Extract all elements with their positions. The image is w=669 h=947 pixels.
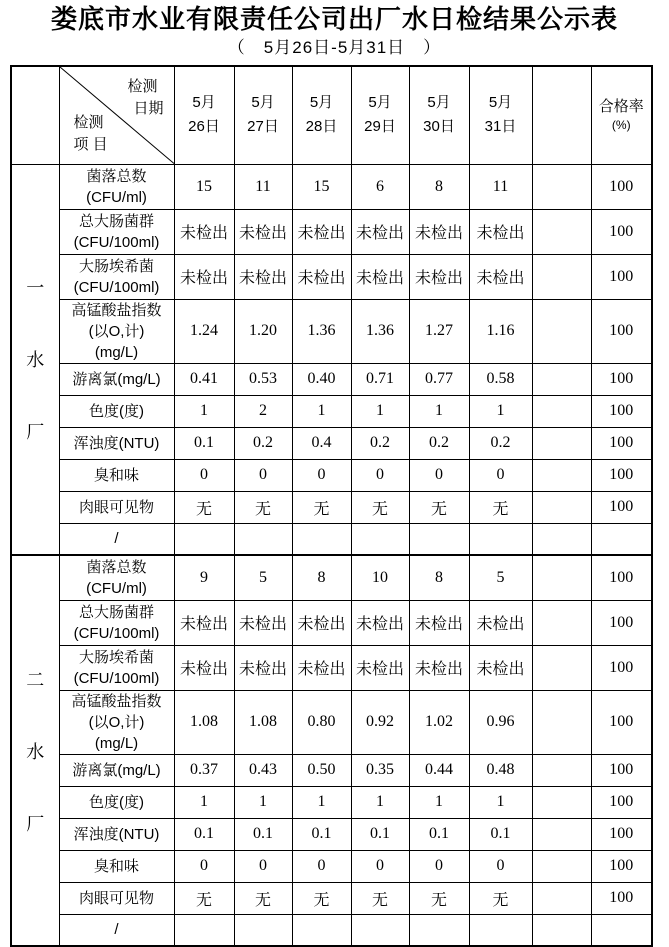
corner-label-date — [121, 76, 163, 120]
table-row — [11, 555, 652, 600]
value-cell: 0 — [292, 850, 351, 882]
item-label-cell — [59, 850, 174, 882]
pass-rate-cell: 100 — [591, 427, 652, 459]
value-cell: 15 — [292, 164, 351, 209]
table-row — [11, 427, 652, 459]
table-row — [11, 645, 652, 690]
date-day: 30日 — [423, 118, 455, 136]
value-cell: 1 — [351, 786, 409, 818]
pass-rate-cell — [591, 914, 652, 946]
value-cell: 0.96 — [469, 690, 532, 754]
value-cell: 0 — [409, 459, 469, 491]
value-cell: 8 — [409, 164, 469, 209]
item-label-line: 臭和味 — [93, 857, 139, 875]
item-label-line: (以O,计) — [88, 322, 145, 340]
pass-rate-cell: 100 — [591, 645, 652, 690]
item-label-line: 臭和味 — [93, 466, 139, 484]
value-cell: 未检出 — [292, 600, 351, 645]
date-day: 29日 — [364, 118, 396, 136]
value-cell: 1 — [234, 786, 292, 818]
value-cell: 6 — [351, 164, 409, 209]
plant-name-char: 二 — [26, 669, 45, 690]
item-label-line: (CFU/ml) — [86, 188, 147, 206]
item-label-line: 总大肠菌群 — [78, 212, 154, 230]
header-blank-cell — [11, 66, 59, 164]
pass-rate-unit: (%) — [611, 118, 631, 133]
item-label-line: (CFU/100ml) — [73, 233, 160, 251]
table-row — [11, 600, 652, 645]
value-cell: 未检出 — [292, 254, 351, 299]
value-cell: 无 — [351, 491, 409, 523]
table-row — [11, 850, 652, 882]
plant-name-char: 水 — [26, 350, 45, 371]
value-cell: 1.02 — [409, 690, 469, 754]
table-row — [11, 164, 652, 209]
table-row — [11, 914, 652, 946]
pass-rate-cell: 100 — [591, 555, 652, 600]
value-cell: 1 — [409, 786, 469, 818]
blank-cell — [532, 754, 591, 786]
pass-rate-cell: 100 — [591, 754, 652, 786]
value-cell — [234, 523, 292, 555]
value-cell: 11 — [234, 164, 292, 209]
value-cell: 无 — [174, 491, 234, 523]
item-label-line: 大肠埃希菌 — [78, 648, 154, 666]
plant-name-cell — [11, 555, 59, 946]
value-cell — [351, 914, 409, 946]
date-month: 5月 — [251, 94, 275, 112]
value-cell: 未检出 — [409, 254, 469, 299]
table-row — [11, 363, 652, 395]
date-month: 5月 — [309, 94, 334, 112]
date-range-subtitle: （ 5月26日-5月31日 ） — [227, 38, 442, 57]
table-row — [11, 459, 652, 491]
value-cell — [292, 523, 351, 555]
item-label-cell — [59, 459, 174, 491]
table-row — [11, 395, 652, 427]
value-cell — [469, 914, 532, 946]
value-cell: 无 — [409, 882, 469, 914]
item-label-line: 游离氯(mg/L) — [72, 370, 161, 388]
item-label-line: (mg/L) — [94, 734, 139, 752]
item-label-line: 色度(度) — [89, 793, 144, 811]
pass-rate-cell: 100 — [591, 690, 652, 754]
date-header-cell — [409, 66, 469, 164]
value-cell: 0.2 — [234, 427, 292, 459]
value-cell: 0 — [469, 459, 532, 491]
item-label-line: 大肠埃希菌 — [78, 257, 154, 275]
value-cell: 0.1 — [174, 427, 234, 459]
item-label-line: (CFU/100ml) — [73, 278, 160, 296]
value-cell: 0.1 — [351, 818, 409, 850]
blank-cell — [532, 459, 591, 491]
value-cell: 0.71 — [351, 363, 409, 395]
blank-cell — [532, 690, 591, 754]
value-cell: 0 — [234, 850, 292, 882]
value-cell: 11 — [469, 164, 532, 209]
blank-column-header-cell — [532, 66, 591, 164]
item-label-cell — [59, 491, 174, 523]
pass-rate-cell: 100 — [591, 209, 652, 254]
value-cell: 0.1 — [174, 818, 234, 850]
value-cell: 无 — [292, 491, 351, 523]
value-cell: 1.36 — [351, 299, 409, 363]
value-cell: 0.92 — [351, 690, 409, 754]
value-cell: 无 — [292, 882, 351, 914]
value-cell: 0.2 — [409, 427, 469, 459]
value-cell: 1.16 — [469, 299, 532, 363]
item-label-cell — [59, 786, 174, 818]
item-label-cell — [59, 645, 174, 690]
item-label-cell — [59, 209, 174, 254]
value-cell: 未检出 — [409, 209, 469, 254]
corner-label-item-line: 项 目 — [73, 135, 108, 153]
value-cell: 0.53 — [234, 363, 292, 395]
item-label-cell — [59, 164, 174, 209]
value-cell: 未检出 — [469, 254, 532, 299]
item-label-line: (CFU/100ml) — [73, 624, 160, 642]
value-cell: 15 — [174, 164, 234, 209]
item-label-cell — [59, 818, 174, 850]
corner-diagonal-cell — [59, 66, 174, 164]
date-day: 26日 — [188, 118, 220, 136]
item-label-line: (CFU/100ml) — [73, 669, 160, 687]
plant-name-char: 一 — [26, 278, 45, 299]
value-cell: 5 — [234, 555, 292, 600]
blank-cell — [532, 523, 591, 555]
value-cell: 0.2 — [351, 427, 409, 459]
value-cell: 未检出 — [469, 600, 532, 645]
pass-rate-cell: 100 — [591, 600, 652, 645]
value-cell: 0.43 — [234, 754, 292, 786]
value-cell: 无 — [469, 491, 532, 523]
blank-cell — [532, 164, 591, 209]
item-label-line: 高锰酸盐指数 — [71, 692, 162, 710]
pass-rate-cell: 100 — [591, 818, 652, 850]
table-row — [11, 209, 652, 254]
table-row — [11, 523, 652, 555]
page-title: 娄底市水业有限责任公司出厂水日检结果公示表 — [50, 4, 618, 34]
value-cell: 0 — [174, 850, 234, 882]
value-cell: 0.44 — [409, 754, 469, 786]
corner-label-item — [74, 112, 108, 156]
pass-rate-cell: 100 — [591, 395, 652, 427]
value-cell: 1.36 — [292, 299, 351, 363]
value-cell: 0 — [174, 459, 234, 491]
corner-label-date-line: 日期 — [133, 100, 164, 117]
table-row — [11, 690, 652, 754]
pass-rate-cell: 100 — [591, 882, 652, 914]
date-month: 5月 — [427, 94, 451, 112]
value-cell: 2 — [234, 395, 292, 427]
item-label-line: 肉眼可见物 — [78, 498, 154, 516]
value-cell: 0.77 — [409, 363, 469, 395]
value-cell: 0.37 — [174, 754, 234, 786]
item-label-line: 菌落总数 — [86, 167, 147, 185]
value-cell: 未检出 — [174, 254, 234, 299]
value-cell: 未检出 — [234, 600, 292, 645]
value-cell: 10 — [351, 555, 409, 600]
value-cell: 未检出 — [351, 600, 409, 645]
date-header-cell — [351, 66, 409, 164]
value-cell: 0.2 — [469, 427, 532, 459]
value-cell: 0.1 — [409, 818, 469, 850]
item-label-line: (以O,计) — [88, 713, 145, 731]
value-cell — [351, 523, 409, 555]
plant-name-vertical — [12, 274, 59, 444]
item-label-cell — [59, 882, 174, 914]
value-cell: 无 — [174, 882, 234, 914]
value-cell: 1.20 — [234, 299, 292, 363]
table-row — [11, 818, 652, 850]
value-cell: 未检出 — [292, 209, 351, 254]
date-month: 5月 — [488, 94, 513, 112]
date-header-cell — [469, 66, 532, 164]
value-cell: 未检出 — [174, 209, 234, 254]
value-cell: 未检出 — [174, 645, 234, 690]
table-body — [11, 164, 652, 946]
blank-cell — [532, 491, 591, 523]
pass-rate-cell: 100 — [591, 459, 652, 491]
value-cell: 未检出 — [469, 645, 532, 690]
value-cell: 未检出 — [409, 645, 469, 690]
blank-cell — [532, 363, 591, 395]
pass-rate-cell: 100 — [591, 164, 652, 209]
blank-cell — [532, 882, 591, 914]
value-cell: 未检出 — [469, 209, 532, 254]
value-cell: 无 — [351, 882, 409, 914]
value-cell: 0.4 — [292, 427, 351, 459]
value-cell: 1.27 — [409, 299, 469, 363]
value-cell: 0.41 — [174, 363, 234, 395]
header-row — [11, 66, 652, 164]
value-cell: 0.1 — [234, 818, 292, 850]
item-label-cell — [59, 555, 174, 600]
date-header-cell — [292, 66, 351, 164]
item-label-line: 高锰酸盐指数 — [71, 301, 162, 319]
value-cell: 无 — [469, 882, 532, 914]
item-label-line: 菌落总数 — [86, 558, 147, 576]
item-label-cell — [59, 363, 174, 395]
blank-cell — [532, 299, 591, 363]
value-cell: 1 — [292, 395, 351, 427]
value-cell — [234, 914, 292, 946]
value-cell: 未检出 — [351, 209, 409, 254]
item-label-cell — [59, 427, 174, 459]
item-label-cell — [59, 690, 174, 754]
table-row — [11, 754, 652, 786]
value-cell: 0 — [351, 459, 409, 491]
blank-cell — [532, 645, 591, 690]
blank-cell — [532, 786, 591, 818]
blank-cell — [532, 850, 591, 882]
blank-cell — [532, 555, 591, 600]
value-cell: 0 — [409, 850, 469, 882]
blank-cell — [532, 395, 591, 427]
item-label-cell — [59, 395, 174, 427]
plant-name-char: 厂 — [26, 813, 45, 834]
date-header-cell — [174, 66, 234, 164]
value-cell: 0.50 — [292, 754, 351, 786]
table-row — [11, 882, 652, 914]
value-cell: 未检出 — [351, 645, 409, 690]
item-label-line: / — [114, 921, 119, 939]
value-cell: 0 — [234, 459, 292, 491]
date-month: 5月 — [192, 94, 216, 112]
pass-rate-cell: 100 — [591, 850, 652, 882]
value-cell: 1.08 — [174, 690, 234, 754]
item-label-cell — [59, 254, 174, 299]
value-cell: 0 — [292, 459, 351, 491]
pass-rate-label: 合格率 — [598, 98, 644, 116]
item-label-line: / — [114, 530, 119, 548]
value-cell — [174, 914, 234, 946]
value-cell: 0.40 — [292, 363, 351, 395]
date-month: 5月 — [368, 94, 392, 112]
item-label-cell — [59, 600, 174, 645]
value-cell: 无 — [234, 491, 292, 523]
corner-label-item-line: 检测 — [73, 113, 104, 131]
item-label-line: 总大肠菌群 — [78, 603, 154, 621]
date-day: 31日 — [484, 118, 517, 136]
value-cell: 1 — [469, 786, 532, 818]
value-cell: 未检出 — [234, 645, 292, 690]
plant-name-char: 厂 — [26, 422, 45, 443]
value-cell: 1 — [174, 395, 234, 427]
date-day: 27日 — [247, 118, 279, 136]
value-cell: 未检出 — [409, 600, 469, 645]
value-cell: 1 — [351, 395, 409, 427]
value-cell: 0.1 — [292, 818, 351, 850]
item-label-cell — [59, 299, 174, 363]
value-cell — [409, 914, 469, 946]
plant-name-char: 水 — [26, 741, 45, 762]
value-cell: 1 — [174, 786, 234, 818]
value-cell: 未检出 — [234, 254, 292, 299]
value-cell: 8 — [292, 555, 351, 600]
plant-name-vertical — [12, 666, 59, 836]
table-row — [11, 491, 652, 523]
value-cell: 未检出 — [351, 254, 409, 299]
value-cell: 未检出 — [234, 209, 292, 254]
item-label-line: 肉眼可见物 — [78, 889, 154, 907]
blank-cell — [532, 600, 591, 645]
table-row — [11, 786, 652, 818]
value-cell: 1 — [409, 395, 469, 427]
blank-cell — [532, 818, 591, 850]
value-cell: 1 — [469, 395, 532, 427]
value-cell — [292, 914, 351, 946]
blank-cell — [532, 254, 591, 299]
plant-name-cell — [11, 164, 59, 555]
item-label-cell — [59, 914, 174, 946]
item-label-cell — [59, 523, 174, 555]
value-cell: 无 — [234, 882, 292, 914]
blank-cell — [532, 914, 591, 946]
value-cell: 0.48 — [469, 754, 532, 786]
value-cell: 无 — [409, 491, 469, 523]
pass-rate-cell: 100 — [591, 491, 652, 523]
item-label-line: 色度(度) — [89, 402, 144, 420]
value-cell: 0.58 — [469, 363, 532, 395]
value-cell: 0 — [469, 850, 532, 882]
item-label-line: (CFU/ml) — [86, 579, 147, 597]
value-cell — [409, 523, 469, 555]
value-cell: 1.08 — [234, 690, 292, 754]
pass-rate-cell: 100 — [591, 254, 652, 299]
value-cell — [174, 523, 234, 555]
item-label-cell — [59, 754, 174, 786]
blank-cell — [532, 209, 591, 254]
date-header-cell — [234, 66, 292, 164]
blank-cell — [532, 427, 591, 459]
value-cell: 0.35 — [351, 754, 409, 786]
table-row — [11, 254, 652, 299]
pass-rate-cell: 100 — [591, 786, 652, 818]
date-day: 28日 — [305, 118, 338, 136]
value-cell: 8 — [409, 555, 469, 600]
value-cell: 5 — [469, 555, 532, 600]
value-cell: 未检出 — [292, 645, 351, 690]
item-label-line: (mg/L) — [94, 343, 139, 361]
value-cell: 1 — [292, 786, 351, 818]
pass-rate-cell: 100 — [591, 363, 652, 395]
table-row — [11, 299, 652, 363]
value-cell: 未检出 — [174, 600, 234, 645]
value-cell: 1.24 — [174, 299, 234, 363]
value-cell: 0.80 — [292, 690, 351, 754]
pass-rate-header-cell — [591, 66, 652, 164]
value-cell: 0 — [351, 850, 409, 882]
inspection-results-table — [10, 65, 653, 947]
value-cell — [469, 523, 532, 555]
value-cell: 9 — [174, 555, 234, 600]
item-label-line: 游离氯(mg/L) — [72, 761, 161, 779]
pass-rate-cell: 100 — [591, 299, 652, 363]
pass-rate-cell — [591, 523, 652, 555]
value-cell: 0.1 — [469, 818, 532, 850]
corner-label-date-line: 检测 — [127, 78, 158, 95]
item-label-line: 浑浊度(NTU) — [73, 434, 160, 452]
item-label-line: 浑浊度(NTU) — [73, 825, 160, 843]
